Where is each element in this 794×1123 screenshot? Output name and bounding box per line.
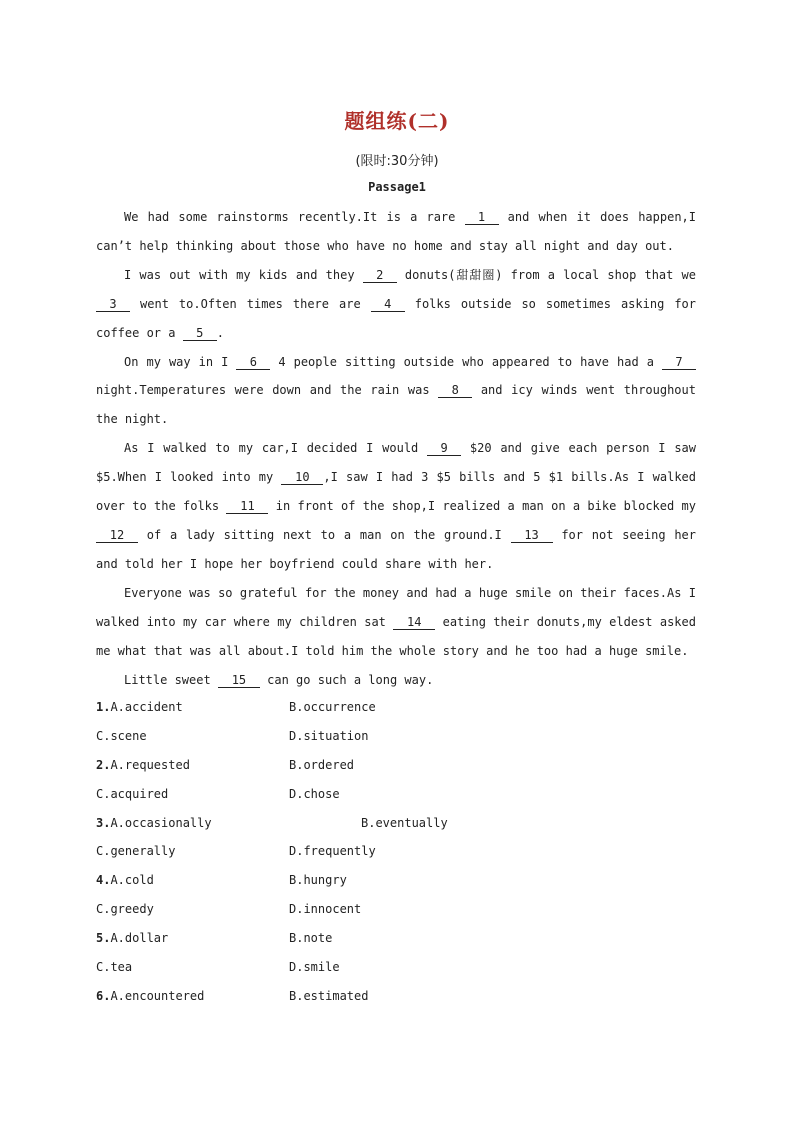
option-b: B.eventually [361,815,448,830]
blank-8: 8 [438,383,472,398]
blank-12: 12 [96,528,138,543]
option-d: D.situation [289,728,369,743]
option-a: 3.A.occasionally [96,815,212,830]
passage-text: 4 people sitting outside who appeared to have had a [270,354,662,369]
time-limit: (限时:30分钟) [355,154,439,169]
option-c: C.tea [96,960,133,975]
passage-text: I was out with my kids and they [124,267,363,282]
passage-text: Little sweet [124,672,218,687]
passage-text: can go such a long way. [259,672,434,687]
passage-text: On my way in I [124,354,237,369]
option-row [96,780,696,809]
option-b: B.estimated [289,988,369,1003]
paragraph [96,666,696,695]
blank-4: 4 [371,297,405,312]
option-b: B.note [289,931,333,946]
passage-text: donuts(甜甜圈) from a local shop that we [396,267,696,282]
question-number: 4. [96,873,111,888]
blank-5: 5 [183,326,217,341]
passage-text: $20 and give each person I saw $5.When I looked into my [96,441,696,485]
option-a: 2.A.requested [96,757,190,772]
option-b: B.hungry [289,873,347,888]
question-number: 3. [96,815,111,830]
option-b: B.ordered [289,757,355,772]
option-row [96,837,696,866]
blank-1: 1 [465,210,499,225]
passage-text: eating their donuts,my eldest asked me what that was all about.I told him the whole story and he too had a huge smile. [96,614,696,658]
option-d: D.frequently [289,844,376,859]
paragraph [96,203,696,261]
option-d: D.chose [289,786,340,801]
option-a: 1.A.accident [96,700,183,714]
option-c: C.greedy [96,902,154,917]
passage-text: and icy winds went throughout the night. [96,383,696,427]
option-c: C.scene [96,728,147,743]
options-list [96,693,696,1011]
passage-text: We had some rainstorms recently.It is a rare [124,210,465,224]
passage-text: Everyone was so grateful for the money and had a huge smile on their faces.As I walked into my car where my children sat [96,585,696,629]
passage-text: ,I saw I had 3 $5 bills and 5 $1 bills.As I walked over to the folks [96,470,696,514]
blank-15: 15 [218,673,260,688]
passage-text: of a lady sitting next to a man on the ground.I [138,527,511,542]
paragraph [96,261,696,348]
passage-label: Passage1 [368,180,426,194]
option-b: B.occurrence [289,700,376,714]
blank-2: 2 [363,268,397,283]
passage-text: folks outside so sometimes asking for coffee or a [96,296,696,340]
option-a: 4.A.cold [96,873,154,888]
blank-14: 14 [393,615,435,630]
passage-text: and when it does happen,I can’t help thinking about those who have no home and stay all night and day out. [96,210,697,253]
blank-13: 13 [511,528,553,543]
passage-text: . [216,325,224,340]
question-number: 5. [96,931,111,946]
blank-6: 6 [236,355,270,370]
blank-7: 7 [662,355,696,370]
blank-11: 11 [226,499,268,514]
option-row [96,866,696,895]
option-row [96,982,696,1011]
passage-text: went to.Often times there are [130,296,371,311]
passage-body [96,203,696,694]
passage-text: in front of the shop,I realized a man on a bike blocked my [268,499,696,514]
option-row [96,809,696,838]
option-row [96,722,696,751]
option-row [96,953,696,982]
option-c: C.generally [96,844,176,859]
option-a: 6.A.encountered [96,988,205,1003]
question-number: 6. [96,988,111,1003]
option-row [96,895,696,924]
option-row [96,751,696,780]
blank-9: 9 [427,441,461,456]
page-title: 题组练(二) [344,109,450,133]
blank-3: 3 [96,297,130,312]
passage-text: for not seeing her and told her I hope her boyfriend could share with her. [96,527,696,571]
paragraph [96,579,696,666]
paragraph [96,348,696,435]
option-a: 5.A.dollar [96,931,169,946]
question-number: 2. [96,757,111,772]
question-number: 1. [96,700,111,714]
option-d: D.innocent [289,902,362,917]
paragraph [96,434,696,579]
passage-text: night.Temperatures were down and the rain was [96,383,439,398]
option-c: C.acquired [96,786,169,801]
option-row [96,924,696,953]
option-d: D.smile [289,960,340,975]
option-row [96,693,696,722]
blank-10: 10 [281,470,323,485]
passage-text: As I walked to my car,I decided I would [124,441,428,456]
